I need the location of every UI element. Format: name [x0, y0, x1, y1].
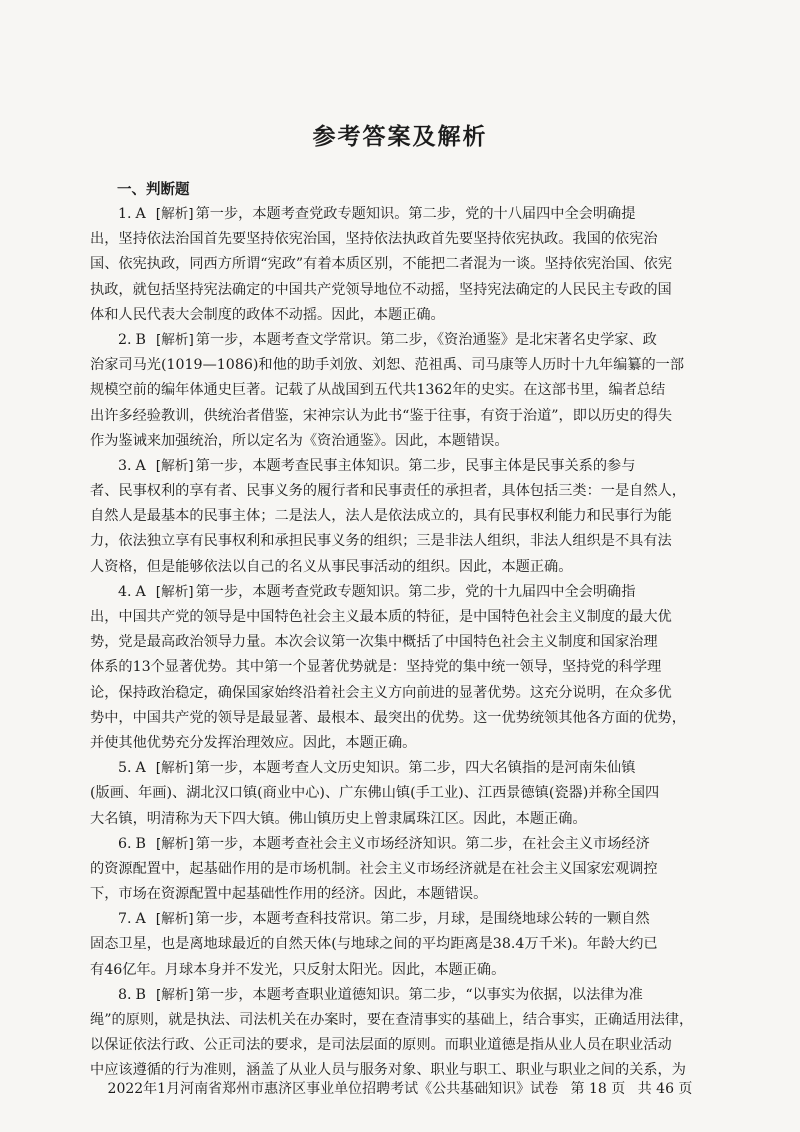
line-text: 势中，中国共产党的领导是最显著、最根本、最突出的优势。这一优势统领其他各方面的优势， [90, 709, 686, 726]
answer-line [90, 1008, 746, 1033]
question-number: 8. [118, 986, 132, 1003]
line-text: 出许多经验教训，供统治者借鉴，宋神宗认为此书“鉴于往事，有资于治道”，即以历史的得失 [90, 407, 673, 424]
answer-line [90, 504, 746, 529]
page-title: 参考答案及解析 [312, 124, 488, 150]
answer-line [90, 958, 746, 983]
answer-item [90, 756, 746, 832]
answer-line [90, 605, 746, 630]
answer-item [90, 328, 746, 454]
line-text: 势，党是最高政治领导力量。本次会议第一次集中概括了中国特色社会主义制度和国家治理 [90, 634, 658, 651]
answer-line [90, 932, 746, 957]
line-text: 并使其他优势充分发挥治理效应。因此，本题正确。 [90, 734, 417, 751]
line-text: 力，依法独立享有民事权利和承担民事义务的组织；三是非法人组织，非法人组织是不具有法 [90, 533, 672, 550]
line-text: 国、依宪执政，同西方所谓“宪政”有着本质区别，不能把二者混为一谈。坚持依宪治国、依宪 [90, 256, 673, 273]
question-number: 6. [118, 835, 132, 852]
line-text: 作为鉴诫来加强统治，所以定名为《资治通鉴》。因此，本题错误。 [90, 432, 509, 449]
answer-line [90, 857, 746, 882]
answer-line [90, 983, 746, 1008]
analysis-tag: [解析] [155, 331, 194, 348]
analysis-tag: [解析] [155, 986, 194, 1003]
line-text: 绳”的原则，就是执法、司法机关在办案时，要在查清事实的基础上，结合事实，正确适用法律， [90, 1012, 694, 1028]
answer-line [90, 655, 746, 680]
line-text: 论，保持政治稳定，确保国家始终沿着社会主义方向前进的显著优势。这充分说明，在众多优 [90, 684, 672, 701]
answer-line [90, 731, 746, 756]
line-text: 治家司马光(1019—1086)和他的助手刘攽、刘恕、范祖禹、司马康等人历时十九年编纂的一部 [90, 357, 685, 374]
answer-line [90, 353, 746, 378]
line-text: 固态卫星，也是离地球最近的自然天体(与地球之间的平均距离是38.4万千米)。年龄大约已 [90, 936, 658, 953]
answer-item [90, 832, 746, 908]
answer-line [90, 555, 746, 580]
answers-body [90, 202, 746, 1084]
answer-line [90, 832, 746, 857]
line-text: 下，市场在资源配置中起基础性作用的经济。因此，本题错误。 [90, 886, 488, 903]
answer-letter: B [135, 986, 146, 1003]
answer-item [90, 580, 746, 756]
line-text: 体和人民代表大会制度的政体不动摇。因此，本题正确。 [90, 306, 445, 323]
answer-line [90, 882, 746, 907]
answer-line [90, 303, 746, 328]
line-text: 者、民事权利的享有者、民事义务的履行者和民事责任的承担者，具体包括三类：一是自然人， [90, 483, 686, 500]
analysis-tag: [解析] [155, 911, 194, 928]
line-text: 第一步，本题考查社会主义市场经济知识。第二步，在社会主义市场经济 [195, 835, 650, 852]
analysis-tag: [解析] [155, 583, 194, 600]
question-number: 3. [118, 457, 132, 474]
line-text: 体系的13个显著优势。其中第一个显著优势就是：坚持党的集中统一领导，坚持党的科学理 [90, 659, 662, 676]
analysis-tag: [解析] [155, 457, 194, 474]
answer-item [90, 983, 746, 1084]
analysis-tag: [解析] [155, 206, 194, 222]
line-text: 自然人是最基本的民事主体；二是法人，法人是依法成立的，具有民事权利能力和民事行为能 [90, 508, 672, 525]
line-text: 的资源配置中，起基础作用的是市场机制。社会主义市场经济就是在社会主义国家宏观调控 [90, 860, 658, 877]
question-number: 7. [118, 911, 132, 928]
answer-item [90, 907, 746, 983]
answer-line [90, 202, 746, 227]
line-text: 人资格，但是能够依法以自己的名义从事民事活动的组织。因此，本题正确。 [90, 558, 573, 575]
answer-line [90, 681, 746, 706]
answer-line [90, 328, 746, 353]
line-text: 第一步，本题考查党政专题知识。第二步，党的十八届四中全会明确提 [195, 206, 636, 222]
line-text: 第一步，本题考查职业道德知识。第二步，“以事实为依据，以法律为准 [195, 986, 643, 1003]
question-number: 2. [118, 331, 132, 348]
answer-letter: A [135, 760, 146, 777]
answer-line [90, 781, 746, 806]
answer-line [90, 529, 746, 554]
answer-letter: B [135, 835, 146, 852]
answer-item [90, 202, 746, 328]
answer-line [90, 378, 746, 403]
answer-line [90, 227, 746, 252]
line-text: 第一步，本题考查人文历史知识。第二步，四大名镇指的是河南朱仙镇 [195, 760, 636, 777]
line-text: 第一步，本题考查党政专题知识。第二步，党的十九届四中全会明确指 [195, 583, 636, 600]
answer-line [90, 454, 746, 479]
analysis-tag: [解析] [155, 760, 194, 777]
line-text: 出，中国共产党的领导是中国特色社会主义最本质的特征，是中国特色社会主义制度的最大优 [90, 609, 672, 625]
answer-letter: B [135, 331, 146, 348]
analysis-tag: [解析] [155, 835, 194, 852]
footer-total-pages: 共 46 页 [637, 1081, 693, 1097]
page-footer [0, 1078, 800, 1098]
answer-letter: A [135, 911, 146, 928]
line-text: 规模空前的编年体通史巨著。记载了从战国到五代共1362年的史实。在这部书里，编者总结 [90, 382, 666, 399]
answer-line [90, 630, 746, 655]
question-number: 5. [118, 760, 132, 777]
line-text: 第一步，本题考查文学常识。第二步，《资治通鉴》是北宋著名史学家、政 [195, 331, 657, 348]
footer-page-number: 第 18 页 [570, 1081, 626, 1097]
answer-line [90, 278, 746, 303]
line-text: 出，坚持依法治国首先要坚持依宪治国，坚持依法执政首先要坚持依宪执政。我国的依宪治 [90, 231, 658, 248]
footer-exam-title: 2022年1月河南省郑州市惠济区事业单位招聘考试《公共基础知识》试卷 [107, 1081, 559, 1097]
line-text: 以保证依法行政、公正司法的要求，是司法层面的原则。而职业道德是指从业人员在职业活动 [90, 1037, 672, 1054]
answer-item [90, 454, 746, 580]
line-text: 中应该遵循的行为准则，涵盖了从业人员与服务对象、职业与职工、职业与职业之间的关系，为 [90, 1062, 686, 1079]
answer-line [90, 479, 746, 504]
answer-line [90, 756, 746, 781]
line-text: 大名镇，明清称为天下四大镇。佛山镇历史上曾隶属珠江区。因此，本题正确。 [90, 810, 587, 827]
line-text: 第一步，本题考查民事主体知识。第二步，民事主体是民事关系的参与 [195, 457, 636, 474]
answer-line [90, 252, 746, 277]
answer-line [90, 429, 746, 454]
answer-line [90, 706, 746, 731]
question-number: 1. [118, 206, 132, 222]
line-text: 第一步，本题考查科技常识。第二步，月球，是围绕地球公转的一颗自然 [195, 911, 650, 928]
answer-letter: A [135, 457, 146, 474]
answer-line [90, 580, 746, 605]
answer-line [90, 807, 746, 832]
answer-letter: A [135, 206, 146, 222]
answer-line [90, 907, 746, 932]
line-text: 执政，就包括坚持宪法确定的中国共产党领导地位不动摇，坚持宪法确定的人民民主专政的国 [90, 281, 672, 298]
answer-line [90, 404, 746, 429]
line-text: (版画、年画)、湖北汉口镇(商业中心)、广东佛山镇(手工业)、江西景德镇(瓷器)并称全国四 [90, 785, 660, 802]
answer-line [90, 1033, 746, 1058]
line-text: 有46亿年。月球本身并不发光，只反射太阳光。因此，本题正确。 [90, 961, 506, 978]
answer-letter: A [135, 583, 146, 600]
section-heading: 一、判断题 [117, 182, 190, 198]
question-number: 4. [118, 583, 132, 600]
